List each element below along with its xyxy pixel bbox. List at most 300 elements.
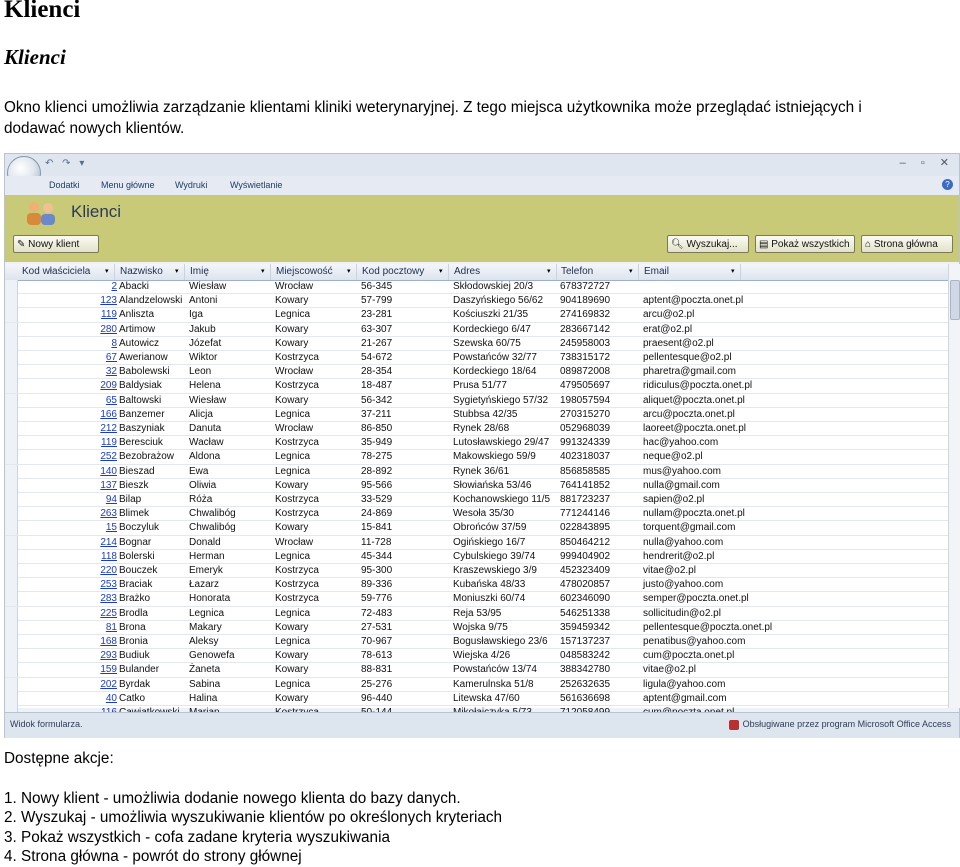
row-selector[interactable]: [5, 422, 18, 436]
table-cell: neque@o2.pl: [643, 451, 703, 463]
client-code-link[interactable]: 253: [100, 579, 117, 591]
client-code-link[interactable]: 202: [100, 678, 117, 690]
help-icon[interactable]: ?: [942, 179, 953, 190]
client-code-link[interactable]: 8: [111, 337, 117, 349]
table-cell: 198057594: [560, 394, 611, 406]
ribbon-tab-dodatki[interactable]: Dodatki: [49, 180, 80, 190]
ribbon-tab-wydruki[interactable]: Wydruki: [175, 180, 208, 190]
row-selector[interactable]: [5, 408, 18, 422]
table-cell: Kowary: [275, 692, 309, 704]
table-cell: Bognar: [119, 536, 152, 548]
table-cell: [643, 280, 741, 294]
table-cell: pharetra@gmail.com: [643, 366, 736, 378]
client-code-link[interactable]: 159: [100, 664, 117, 676]
table-cell: nulla@gmail.com: [643, 479, 720, 491]
table-cell: 479505697: [560, 380, 611, 392]
pencil-icon: ✎: [17, 239, 26, 250]
table-cell: Rynek 28/68: [453, 423, 510, 434]
table-cell: Róża: [189, 494, 213, 505]
table-cell: 59-776: [361, 593, 393, 605]
table-row[interactable]: [5, 465, 949, 479]
table-row[interactable]: [5, 450, 949, 464]
table-cell: 24-869: [361, 508, 393, 520]
table-cell: aptent@poczta.onet.pl: [643, 295, 744, 307]
home-button[interactable]: [861, 235, 953, 253]
table-cell: Abacki: [119, 281, 150, 292]
table-cell: 18-487: [361, 380, 393, 392]
table-cell: Babolewski: [119, 366, 170, 378]
row-selector[interactable]: [5, 607, 18, 621]
table-cell: Legnica: [189, 607, 225, 619]
table-cell: Chwalibóg: [189, 508, 236, 520]
row-selector[interactable]: [5, 635, 18, 649]
table-cell: Bolerski: [119, 550, 155, 562]
client-code-link[interactable]: 225: [100, 607, 117, 619]
show-all-button[interactable]: [755, 235, 855, 253]
client-code-link[interactable]: 280: [100, 323, 117, 335]
table-row[interactable]: [5, 351, 949, 365]
table-cell: Legnica: [275, 550, 311, 562]
table-cell: Honorata: [189, 593, 231, 605]
table-cell: 72-483: [361, 607, 393, 619]
table-cell: semper@poczta.onet.pl: [643, 593, 749, 605]
column-header[interactable]: Telefon: [558, 264, 639, 280]
table-cell: justo@yahoo.com: [643, 579, 724, 591]
row-selector[interactable]: [5, 621, 18, 635]
table-cell: 33-529: [361, 494, 393, 505]
client-code-link[interactable]: 40: [105, 692, 117, 704]
home-icon: ⌂: [865, 239, 872, 250]
row-selector[interactable]: [5, 294, 18, 308]
table-cell: pellentesque@poczta.onet.pl: [643, 621, 773, 633]
table-cell: Iga: [189, 309, 203, 321]
table-row[interactable]: [5, 337, 949, 351]
table-cell: Bouczek: [119, 565, 158, 576]
table-cell: 70-967: [361, 636, 393, 647]
table-cell: Legnica: [275, 636, 311, 647]
column-header[interactable]: Kod pocztowy: [359, 264, 449, 280]
ribbon-tab-wyswietlanie[interactable]: Wyświetlanie: [230, 180, 283, 190]
sort-arrow-icon[interactable]: ▾: [629, 268, 633, 275]
sort-arrow-icon[interactable]: ▾: [439, 268, 443, 275]
table-cell: Kowary: [275, 621, 309, 633]
table-cell: 999404902: [560, 550, 611, 562]
table-cell: Reja 53/95: [453, 607, 502, 619]
table-cell: 89-336: [361, 579, 393, 591]
table-cell: Kostrzyca: [275, 352, 319, 363]
column-header[interactable]: Email: [641, 264, 741, 280]
table-cell: nullam@poczta.onet.pl: [643, 508, 745, 520]
row-selector[interactable]: [5, 479, 18, 493]
form-title: Klienci: [71, 202, 122, 221]
table-cell: cum@poczta.onet.pl: [643, 650, 735, 662]
table-cell: 86-850: [361, 423, 393, 434]
table-row[interactable]: [5, 422, 949, 436]
status-right: [729, 719, 951, 730]
row-selector[interactable]: [5, 337, 18, 351]
table-cell: Emeryk: [189, 565, 223, 576]
table-cell: Byrdak: [119, 678, 151, 690]
clients-table: [5, 264, 949, 708]
search-label: Wyszukaj...: [686, 239, 738, 250]
table-cell: Kowary: [275, 337, 309, 349]
row-selector[interactable]: [5, 450, 18, 464]
client-code-link[interactable]: 65: [105, 394, 117, 406]
client-code-link[interactable]: 214: [100, 536, 117, 548]
table-cell: Legnica: [275, 678, 311, 690]
table-cell: Kowary: [275, 394, 309, 406]
table-cell: 856858585: [560, 465, 611, 477]
table-cell: Bieszad: [119, 465, 155, 477]
table-cell: Baszyniak: [119, 423, 165, 434]
table-cell: Boczyluk: [119, 522, 160, 534]
table-cell: Wiesław: [189, 394, 227, 406]
table-cell: Sabina: [189, 678, 221, 690]
page-heading: Klienci: [4, 0, 81, 23]
table-row[interactable]: [5, 323, 949, 337]
table-cell: 048583242: [560, 650, 611, 662]
client-code-link[interactable]: 212: [100, 423, 117, 434]
row-selector[interactable]: [5, 507, 18, 521]
table-cell: Kostrzyca: [275, 380, 319, 392]
client-code-link[interactable]: 81: [105, 621, 117, 633]
column-header[interactable]: Adres: [451, 264, 557, 280]
row-selector[interactable]: [5, 663, 18, 677]
table-row[interactable]: [5, 649, 949, 663]
row-selector[interactable]: [5, 521, 18, 535]
table-cell: Herman: [189, 550, 225, 562]
table-cell: Wrocław: [275, 281, 314, 292]
table-cell: Brażko: [119, 593, 151, 605]
client-code-link[interactable]: 140: [100, 465, 117, 477]
table-cell: arcu@o2.pl: [643, 309, 695, 321]
table-cell: Daszyńskiego 56/62: [453, 295, 544, 307]
ribbon-tabs: [5, 176, 959, 196]
table-cell: 157137237: [560, 636, 611, 647]
table-row[interactable]: [5, 507, 949, 521]
table-cell: 283667142: [560, 323, 611, 335]
status-bar: [5, 712, 959, 738]
table-cell: 089872008: [560, 366, 611, 378]
table-row[interactable]: [5, 550, 949, 564]
table-cell: Kowary: [275, 295, 309, 307]
table-cell: 35-949: [361, 437, 393, 449]
table-cell: Legnica: [275, 451, 311, 463]
table-cell: Baltowski: [119, 394, 162, 406]
table-cell: 771244146: [560, 508, 611, 520]
client-code-link[interactable]: 168: [100, 636, 117, 647]
table-cell: Cybulskiego 39/74: [453, 550, 536, 562]
action-item: 1. Nowy klient - umożliwia dodanie nowego klienta do bazy danych.: [4, 790, 461, 807]
access-window-screenshot: [4, 153, 960, 738]
section-heading: Klienci: [4, 45, 66, 69]
table-cell: Stubbsa 42/35: [453, 408, 518, 420]
table-row[interactable]: [5, 479, 949, 493]
table-row[interactable]: [5, 621, 949, 635]
table-cell: 56-342: [361, 394, 393, 406]
table-cell: Prusa 51/77: [453, 380, 507, 392]
table-row[interactable]: [5, 536, 949, 550]
row-selector[interactable]: [5, 323, 18, 337]
table-row[interactable]: [5, 607, 949, 621]
table-cell: 881723237: [560, 494, 611, 505]
table-cell: Kostrzyca: [275, 494, 319, 505]
table-cell: 904189690: [560, 295, 611, 307]
table-cell: Żaneta: [189, 664, 221, 676]
table-cell: Blimek: [119, 508, 150, 520]
table-cell: Wrocław: [275, 366, 314, 378]
table-cell: erat@o2.pl: [643, 323, 693, 335]
table-cell: 57-799: [361, 295, 393, 307]
table-cell: Kowary: [275, 664, 309, 676]
table-row[interactable]: [5, 564, 949, 578]
sort-arrow-icon[interactable]: ▾: [105, 268, 109, 275]
table-row[interactable]: [5, 692, 949, 706]
table-row[interactable]: [5, 408, 949, 422]
table-cell: Bilap: [119, 494, 142, 505]
table-cell: torquent@gmail.com: [643, 522, 736, 534]
table-cell: 15-841: [361, 522, 393, 534]
table-cell: Kostrzyca: [275, 579, 319, 591]
row-selector[interactable]: [5, 436, 18, 450]
client-code-link[interactable]: 94: [105, 494, 117, 505]
table-cell: 270315270: [560, 408, 611, 420]
table-cell: Antoni: [189, 295, 218, 307]
table-cell: Kordeckiego 6/47: [453, 323, 531, 335]
row-selector[interactable]: [5, 678, 18, 692]
table-cell: Artimow: [119, 323, 156, 335]
row-selector[interactable]: [5, 578, 18, 592]
window-controls[interactable]: – ▫ ✕: [899, 157, 955, 169]
table-cell: Legnica: [275, 465, 311, 477]
row-selector[interactable]: [5, 550, 18, 564]
client-code-link[interactable]: 118: [101, 550, 117, 562]
search-icon: 🔍︎: [671, 239, 684, 250]
table-cell: 602346090: [560, 593, 611, 605]
row-selector[interactable]: [5, 536, 18, 550]
sort-arrow-icon[interactable]: ▾: [547, 268, 551, 275]
column-header[interactable]: Miejscowość: [273, 264, 357, 280]
table-cell: 56-345: [361, 281, 393, 292]
table-cell: Bieszk: [119, 479, 149, 491]
sort-arrow-icon[interactable]: ▾: [347, 268, 351, 275]
row-selector[interactable]: [5, 592, 18, 606]
table-cell: Kostrzyca: [275, 508, 319, 520]
table-cell: 678372727: [560, 281, 611, 292]
table-cell: 88-831: [361, 664, 393, 676]
table-cell: 850464212: [560, 536, 611, 548]
table-cell: Kowary: [275, 479, 309, 491]
table-cell: 478020857: [560, 579, 611, 591]
row-selector[interactable]: [5, 394, 18, 408]
table-cell: Wiesław: [189, 281, 227, 292]
client-code-link[interactable]: 283: [100, 593, 117, 605]
row-selector[interactable]: [5, 379, 18, 393]
table-cell: 561636698: [560, 692, 611, 704]
table-cell: Wojska 9/75: [453, 621, 508, 633]
table-cell: Skłodowskiej 20/3: [453, 281, 534, 292]
actions-title: Dostępne akcje:: [4, 750, 114, 767]
table-cell: Awerianow: [119, 352, 168, 363]
table-cell: mus@yahoo.com: [643, 465, 721, 477]
access-icon: [729, 720, 739, 730]
row-selector[interactable]: [5, 493, 18, 507]
row-selector[interactable]: [5, 564, 18, 578]
table-cell: vitae@o2.pl: [643, 565, 696, 576]
table-row[interactable]: [5, 578, 949, 592]
table-cell: 78-613: [361, 650, 393, 662]
table-cell: Wiktor: [189, 352, 218, 363]
table-cell: 63-307: [361, 323, 393, 335]
table-row[interactable]: [5, 294, 949, 308]
form-toolbar: [5, 231, 959, 262]
action-item: 2. Wyszukaj - umożliwia wyszukiwanie klientów po określonych kryteriach: [4, 809, 503, 827]
row-selector[interactable]: [5, 351, 18, 365]
table-cell: Halina: [189, 692, 218, 704]
table-row[interactable]: [5, 521, 949, 535]
table-cell: 359459342: [560, 621, 611, 633]
table-cell: Sygietyńskiego 57/32: [453, 394, 549, 406]
table-cell: Moniuszki 60/74: [453, 593, 526, 605]
table-cell: 54-672: [361, 352, 393, 363]
table-row[interactable]: [5, 635, 949, 649]
column-header[interactable]: Kod właściciela: [19, 264, 115, 280]
new-client-button[interactable]: [13, 235, 99, 253]
table-row[interactable]: [5, 365, 949, 379]
table-row[interactable]: [5, 379, 949, 393]
table-cell: Genowefa: [189, 650, 235, 662]
row-selector[interactable]: [5, 280, 18, 294]
table-cell: Aleksy: [189, 636, 219, 647]
client-code-link[interactable]: 15: [105, 522, 117, 534]
client-code-link[interactable]: 67: [105, 352, 117, 363]
table-cell: Autowicz: [119, 337, 160, 349]
table-cell: sollicitudin@o2.pl: [643, 607, 721, 619]
table-cell: 95-300: [361, 565, 393, 576]
client-code-link[interactable]: 119: [101, 437, 117, 449]
table-cell: Aldona: [189, 451, 221, 463]
table-cell: Lutosławskiego 29/47: [453, 437, 550, 449]
table-cell: Danuta: [189, 423, 222, 434]
table-cell: 78-275: [361, 451, 393, 463]
table-row[interactable]: [5, 678, 949, 692]
table-cell: Jakub: [189, 323, 216, 335]
table-cell: sapien@o2.pl: [643, 494, 705, 505]
table-cell: 96-440: [361, 692, 393, 704]
sort-arrow-icon[interactable]: ▾: [731, 268, 735, 275]
table-cell: 25-276: [361, 678, 393, 690]
client-code-link[interactable]: 137: [100, 479, 117, 491]
title-bar: [5, 154, 959, 176]
client-code-link[interactable]: 123: [100, 295, 117, 307]
table-cell: Beresciuk: [119, 437, 163, 449]
row-selector[interactable]: [5, 465, 18, 479]
table-cell: Kowary: [275, 522, 309, 534]
quick-access-toolbar[interactable]: ↶ ↷ ▾: [45, 158, 88, 169]
client-code-link[interactable]: 119: [101, 309, 117, 321]
column-header[interactable]: Imię: [187, 264, 271, 280]
table-cell: Budiuk: [119, 650, 150, 662]
table-cell: Kraszewskiego 3/9: [453, 565, 537, 576]
table-cell: Makary: [189, 621, 222, 633]
table-cell: 738315172: [560, 352, 611, 363]
sort-arrow-icon[interactable]: ▾: [175, 268, 179, 275]
action-item: 3. Pokaż wszystkich - cofa zadane kryteria wyszukiwania: [4, 828, 390, 846]
vertical-scrollbar[interactable]: [948, 264, 960, 708]
client-code-link[interactable]: 263: [100, 508, 117, 520]
table-cell: Wacław: [189, 437, 224, 449]
table-cell: Wiejska 4/26: [453, 650, 511, 662]
table-row[interactable]: [5, 493, 949, 507]
client-code-link[interactable]: 2: [111, 281, 117, 292]
row-selector[interactable]: [5, 649, 18, 663]
table-cell: Oliwia: [189, 479, 217, 491]
table-cell: Braciak: [119, 579, 153, 591]
table-cell: Łazarz: [189, 579, 220, 591]
table-cell: Legnica: [275, 408, 311, 420]
row-selector[interactable]: [5, 308, 18, 322]
ribbon-tab-menu[interactable]: Menu główne: [101, 180, 155, 190]
table-row[interactable]: [5, 280, 949, 294]
table-cell: Brona: [119, 621, 146, 633]
table-cell: Alandzelowski: [119, 295, 183, 307]
sort-arrow-icon[interactable]: ▾: [261, 268, 265, 275]
form-header: [5, 195, 959, 231]
table-cell: laoreet@poczta.onet.pl: [643, 423, 746, 434]
table-row[interactable]: [5, 592, 949, 606]
intro-paragraph: Okno klienci umożliwia zarządzanie klientami kliniki weterynaryjnej. Z tego miejsca użytkownika może przeglądać istniejących i dodawać nowych klientów.: [4, 99, 862, 137]
table-cell: Kubańska 48/33: [453, 579, 526, 591]
table-cell: Bronia: [119, 636, 148, 647]
table-row[interactable]: [5, 663, 949, 677]
table-cell: 245958003: [560, 337, 611, 349]
table-cell: 23-281: [361, 309, 393, 321]
table-cell: 991324339: [560, 437, 611, 449]
action-item: 4. Strona główna - powrót do strony głównej: [4, 847, 302, 865]
client-code-link[interactable]: 32: [105, 366, 117, 378]
table-cell: Ewa: [189, 465, 209, 477]
table-cell: hendrerit@o2.pl: [643, 550, 715, 562]
client-code-link[interactable]: 166: [100, 408, 117, 420]
table-cell: Obrońców 37/59: [453, 522, 527, 534]
table-cell: Kowary: [275, 323, 309, 335]
row-selector[interactable]: [5, 692, 18, 706]
table-row[interactable]: [5, 394, 949, 408]
table-cell: Kostrzyca: [275, 437, 319, 449]
table-cell: 274169832: [560, 309, 611, 321]
row-selector[interactable]: [5, 365, 18, 379]
table-cell: 11-728: [361, 536, 392, 548]
table-row[interactable]: [5, 308, 949, 322]
search-button[interactable]: [667, 235, 749, 253]
table-cell: arcu@poczta.onet.pl: [643, 408, 735, 420]
scrollbar-thumb[interactable]: [950, 280, 960, 320]
table-cell: Ogińskiego 16/7: [453, 536, 526, 548]
column-header[interactable]: Nazwisko: [117, 264, 185, 280]
table-cell: Anliszta: [119, 309, 155, 321]
table-row[interactable]: [5, 436, 949, 450]
client-code-link[interactable]: 252: [100, 451, 117, 463]
table-cell: Powstańców 32/77: [453, 352, 537, 363]
client-code-link[interactable]: 293: [100, 650, 117, 662]
client-code-link[interactable]: 220: [100, 565, 117, 576]
people-icon: [23, 200, 59, 226]
table-cell: Leon: [189, 366, 212, 378]
table-cell: Kostrzyca: [275, 593, 319, 605]
client-code-link[interactable]: 209: [100, 380, 117, 392]
list-icon: ▤: [759, 239, 769, 250]
table-cell: 388342780: [560, 664, 611, 676]
